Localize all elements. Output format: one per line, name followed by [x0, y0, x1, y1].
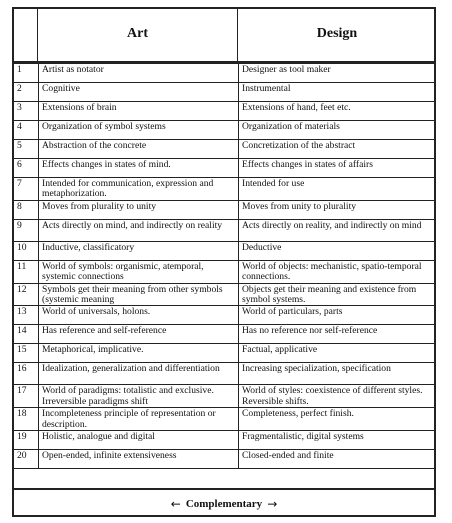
art-cell: Metaphorical, implicative. [39, 344, 239, 363]
table-row [13, 306, 436, 325]
table-row [13, 344, 436, 363]
art-cell: Artist as notator [39, 64, 239, 83]
design-cell: Designer as tool maker [239, 64, 436, 83]
header-design: Design [316, 26, 358, 41]
art-cell: World of paradigms: totalistic and exclusive. Irreversible paradigms shift [39, 385, 239, 408]
header-number-cell [12, 7, 38, 61]
art-cell: Effects changes in states of mind. [39, 159, 239, 178]
design-cell: World of particulars, parts [239, 306, 436, 325]
design-cell: Closed-ended and finite [239, 450, 436, 469]
row-number: 11 [13, 260, 39, 283]
art-cell: Moves from plurality to unity [39, 200, 239, 219]
row-number: 4 [13, 121, 39, 140]
art-cell: Abstraction of the concrete [39, 140, 239, 159]
art-cell: World of symbols: organismic, atemporal, systemic connections [39, 260, 239, 283]
table-row [13, 325, 436, 344]
art-cell: Extensions of brain [39, 102, 239, 121]
design-cell: Moves from unity to plurality [239, 200, 436, 219]
row-number: 9 [13, 219, 39, 241]
art-cell: Organization of symbol systems [39, 121, 239, 140]
row-number: 15 [13, 344, 39, 363]
row-number: 13 [13, 306, 39, 325]
complementary-footer [12, 488, 436, 517]
row-number: 20 [13, 450, 39, 469]
design-cell: Organization of materials [239, 121, 436, 140]
art-cell: Symbols get their meaning from other symbols (systemic meaning [39, 283, 239, 306]
design-cell: Effects changes in states of affairs [239, 159, 436, 178]
design-cell: Fragmentalistic, digital systems [239, 431, 436, 450]
design-cell: Increasing specialization, specification [239, 363, 436, 385]
table-header [12, 7, 436, 63]
design-cell: Objects get their meaning and existence from symbol systems. [239, 283, 436, 306]
table-row [13, 408, 436, 431]
table-row [13, 450, 436, 469]
design-cell: World of objects: mechanistic, spatio-temporal connections. [239, 260, 436, 283]
table-row [13, 102, 436, 121]
table-row [13, 121, 436, 140]
design-cell: Deductive [239, 241, 436, 260]
art-cell: Has reference and self-reference [39, 325, 239, 344]
table-row [13, 219, 436, 241]
table-row [13, 200, 436, 219]
design-cell: Instrumental [239, 83, 436, 102]
art-cell: Open-ended, infinite extensiveness [39, 450, 239, 469]
art-cell: Cognitive [39, 83, 239, 102]
art-cell: World of universals, holons. [39, 306, 239, 325]
row-number: 5 [13, 140, 39, 159]
table-row [13, 83, 436, 102]
table-row [13, 260, 436, 283]
art-cell: Acts directly on mind, and indirectly on reality [39, 219, 239, 241]
table-row [13, 363, 436, 385]
table-row [13, 178, 436, 201]
table-row [13, 283, 436, 306]
row-number: 8 [13, 200, 39, 219]
comparison-table [12, 63, 436, 469]
table-row [13, 241, 436, 260]
table-row [13, 140, 436, 159]
art-cell: Holistic, analogue and digital [39, 431, 239, 450]
art-cell: Inductive, classificatory [39, 241, 239, 260]
design-cell: Factual, applicative [239, 344, 436, 363]
art-cell: Incompleteness principle of representation or description. [39, 408, 239, 431]
footer-label: Complementary [185, 497, 263, 510]
design-cell: Intended for use [239, 178, 436, 201]
row-number: 18 [13, 408, 39, 431]
table-row [13, 64, 436, 83]
row-number: 19 [13, 431, 39, 450]
right-arrow-icon: → [267, 496, 278, 511]
table-row [13, 385, 436, 408]
row-number: 17 [13, 385, 39, 408]
design-cell: World of styles: coexistence of different styles. Reversible shifts. [239, 385, 436, 408]
left-arrow-icon: ← [170, 496, 181, 511]
row-number: 2 [13, 83, 39, 102]
row-number: 7 [13, 178, 39, 201]
row-number: 3 [13, 102, 39, 121]
row-number: 16 [13, 363, 39, 385]
row-number: 10 [13, 241, 39, 260]
row-number: 12 [13, 283, 39, 306]
header-art: Art [38, 7, 238, 61]
design-cell: Has no reference nor self-reference [239, 325, 436, 344]
table-row [13, 159, 436, 178]
design-cell: Extensions of hand, feet etc. [239, 102, 436, 121]
art-cell: Intended for communication, expression and metaphorization. [39, 178, 239, 201]
design-cell: Concretization of the abstract [239, 140, 436, 159]
design-cell: Acts directly on reality, and indirectly on mind [239, 219, 436, 241]
design-cell: Completeness, perfect finish. [239, 408, 436, 431]
row-number: 14 [13, 325, 39, 344]
row-number: 1 [13, 64, 39, 83]
row-number: 6 [13, 159, 39, 178]
table-row [13, 431, 436, 450]
art-cell: Idealization, generalization and differentiation [39, 363, 239, 385]
